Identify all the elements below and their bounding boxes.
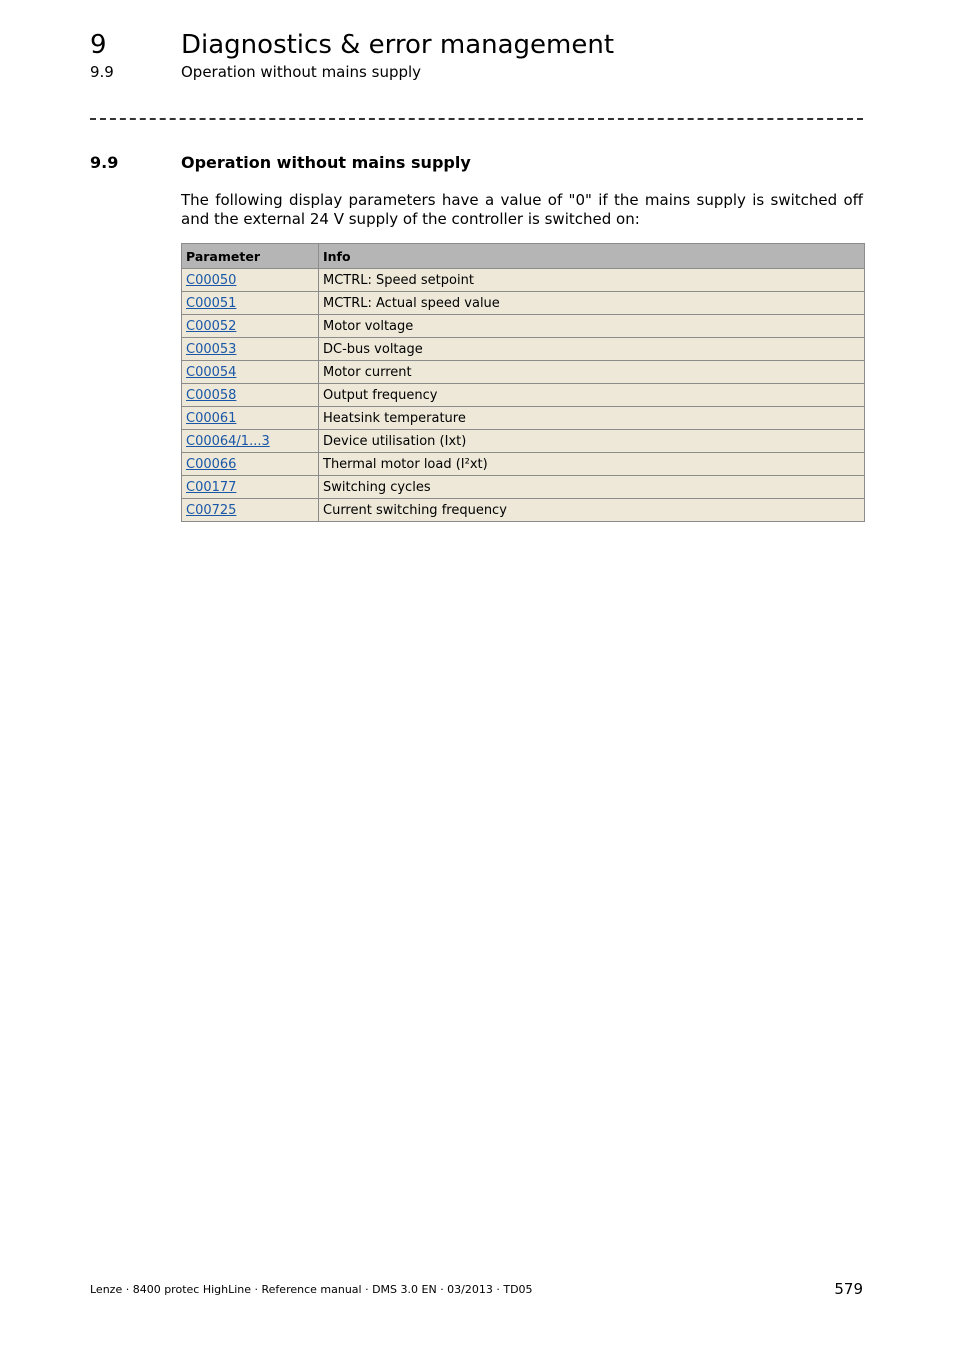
chapter-title: Diagnostics & error management <box>181 30 615 60</box>
info-cell: Current switching frequency <box>319 499 865 522</box>
parameter-link[interactable]: C00052 <box>186 318 237 334</box>
page-number: 579 <box>834 1280 863 1298</box>
parameter-table <box>181 243 865 522</box>
info-cell: MCTRL: Speed setpoint <box>319 269 865 292</box>
parameter-cell <box>182 269 319 292</box>
parameter-cell <box>182 476 319 499</box>
parameter-link[interactable]: C00064/1...3 <box>186 433 270 449</box>
info-cell: Motor voltage <box>319 315 865 338</box>
table-row <box>182 361 865 384</box>
parameter-link[interactable]: C00050 <box>186 272 237 288</box>
info-cell: Motor current <box>319 361 865 384</box>
parameter-cell <box>182 361 319 384</box>
table-row <box>182 315 865 338</box>
info-cell: Output frequency <box>319 384 865 407</box>
parameter-cell <box>182 453 319 476</box>
header-divider <box>90 118 863 120</box>
table-row <box>182 453 865 476</box>
parameter-link[interactable]: C00058 <box>186 387 237 403</box>
parameter-cell <box>182 430 319 453</box>
column-header-parameter: Parameter <box>182 244 319 269</box>
parameter-link[interactable]: C00177 <box>186 479 237 495</box>
chapter-number: 9 <box>90 30 107 60</box>
table-body <box>182 269 865 522</box>
section-number: 9.9 <box>90 153 119 172</box>
table-row <box>182 384 865 407</box>
intro-paragraph: The following display parameters have a value of "0" if the mains supply is switched off and the external 24 V supply of the controller is switched on: <box>181 191 863 228</box>
table-row <box>182 407 865 430</box>
table-header-row <box>182 244 865 269</box>
parameter-cell <box>182 499 319 522</box>
footer-text: Lenze · 8400 protec HighLine · Reference manual · DMS 3.0 EN · 03/2013 · TD05 <box>90 1283 533 1296</box>
table-row <box>182 269 865 292</box>
info-cell: Heatsink temperature <box>319 407 865 430</box>
parameter-cell <box>182 338 319 361</box>
info-cell: Device utilisation (Ixt) <box>319 430 865 453</box>
parameter-link[interactable]: C00053 <box>186 341 237 357</box>
parameter-link[interactable]: C00066 <box>186 456 237 472</box>
table-row <box>182 430 865 453</box>
parameter-cell <box>182 292 319 315</box>
table-row <box>182 338 865 361</box>
parameter-link[interactable]: C00061 <box>186 410 237 426</box>
parameter-link[interactable]: C00054 <box>186 364 237 380</box>
info-cell: Switching cycles <box>319 476 865 499</box>
info-cell: DC-bus voltage <box>319 338 865 361</box>
parameter-link[interactable]: C00051 <box>186 295 237 311</box>
table-row <box>182 292 865 315</box>
parameter-cell <box>182 407 319 430</box>
parameter-link[interactable]: C00725 <box>186 502 237 518</box>
section-title: Operation without mains supply <box>181 153 471 172</box>
parameter-cell <box>182 315 319 338</box>
table-row <box>182 499 865 522</box>
parameter-cell <box>182 384 319 407</box>
subsection-number: 9.9 <box>90 63 114 81</box>
info-cell: Thermal motor load (I²xt) <box>319 453 865 476</box>
column-header-info: Info <box>319 244 865 269</box>
subsection-title: Operation without mains supply <box>181 63 422 81</box>
table-row <box>182 476 865 499</box>
info-cell: MCTRL: Actual speed value <box>319 292 865 315</box>
